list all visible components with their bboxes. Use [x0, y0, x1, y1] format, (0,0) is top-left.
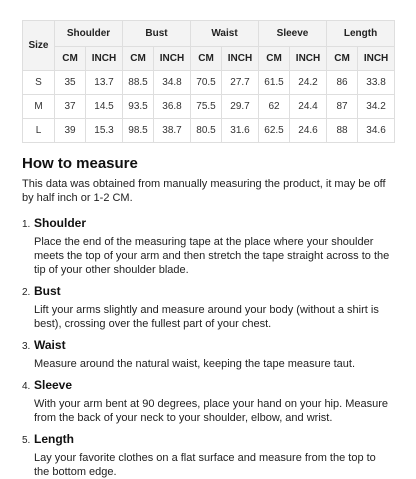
step-name: Waist — [34, 338, 66, 352]
size-column-header: Size — [23, 21, 55, 71]
table-cell: 37 — [55, 95, 86, 119]
step-number: 4. — [22, 381, 31, 392]
step-number: 3. — [22, 341, 31, 352]
table-cell: 93.5 — [123, 95, 154, 119]
table-row — [23, 119, 395, 143]
guide-title: How to measure — [22, 155, 138, 172]
step-heading — [22, 432, 394, 447]
step-description: Lay your favorite clothes on a flat surface and measure from the top to the bottom edge. — [34, 452, 376, 478]
table-cell: 88.5 — [123, 71, 154, 95]
unit-cm-header: CM — [123, 47, 154, 71]
unit-cm-header: CM — [327, 47, 358, 71]
step-description: Place the end of the measuring tape at the place where your shoulder meets the top of your arm and then stretch the tape straight across to the tip of your other shoulder blade. — [34, 236, 390, 276]
step-heading — [22, 284, 394, 299]
step-heading — [22, 216, 394, 231]
shoulder-header: Shoulder — [55, 21, 123, 47]
measure-steps — [22, 216, 394, 479]
unit-inch-header: INCH — [290, 47, 327, 71]
step-number: 2. — [22, 287, 31, 298]
step-description: With your arm bent at 90 degrees, place your hand on your hip. Measure from the back of your neck to your shoulder, elbow, and wrist. — [34, 398, 389, 424]
step-name: Shoulder — [34, 216, 87, 230]
table-cell: 34.6 — [358, 119, 395, 143]
table-cell: 35 — [55, 71, 86, 95]
table-cell: 87 — [327, 95, 358, 119]
step-description: Measure around the natural waist, keeping the tape measure taut. — [34, 358, 356, 370]
unit-inch-header: INCH — [222, 47, 259, 71]
table-cell: 13.7 — [86, 71, 123, 95]
table-cell: 34.8 — [154, 71, 191, 95]
table-cell: 39 — [55, 119, 86, 143]
bust-header: Bust — [123, 21, 191, 47]
size-label: L — [23, 119, 55, 143]
table-cell: 24.4 — [290, 95, 327, 119]
table-cell: 62 — [259, 95, 290, 119]
table-row — [23, 71, 395, 95]
length-header: Length — [327, 21, 395, 47]
step-name: Bust — [34, 284, 61, 298]
table-cell: 33.8 — [358, 71, 395, 95]
unit-inch-header: INCH — [358, 47, 395, 71]
table-cell: 86 — [327, 71, 358, 95]
waist-header: Waist — [191, 21, 259, 47]
table-cell: 61.5 — [259, 71, 290, 95]
unit-cm-header: CM — [259, 47, 290, 71]
table-cell: 27.7 — [222, 71, 259, 95]
step-name: Length — [34, 432, 74, 446]
list-item — [22, 378, 394, 425]
table-cell: 75.5 — [191, 95, 222, 119]
table-cell: 14.5 — [86, 95, 123, 119]
table-cell: 15.3 — [86, 119, 123, 143]
sleeve-header: Sleeve — [259, 21, 327, 47]
step-number: 5. — [22, 435, 31, 446]
table-row — [23, 95, 395, 119]
table-cell: 62.5 — [259, 119, 290, 143]
unit-cm-header: CM — [55, 47, 86, 71]
step-heading — [22, 338, 394, 353]
table-cell: 34.2 — [358, 95, 395, 119]
step-name: Sleeve — [34, 378, 73, 392]
list-item — [22, 432, 394, 479]
table-cell: 38.7 — [154, 119, 191, 143]
size-label: S — [23, 71, 55, 95]
list-item — [22, 216, 394, 277]
unit-inch-header: INCH — [86, 47, 123, 71]
step-description: Lift your arms slightly and measure around your body (without a shirt is best), crossing over the fullest part of your chest. — [34, 304, 379, 330]
table-cell: 80.5 — [191, 119, 222, 143]
list-item — [22, 284, 394, 331]
table-cell: 24.6 — [290, 119, 327, 143]
list-item — [22, 338, 394, 371]
table-cell: 36.8 — [154, 95, 191, 119]
step-number: 1. — [22, 219, 31, 230]
unit-cm-header: CM — [191, 47, 222, 71]
size-label: M — [23, 95, 55, 119]
table-cell: 98.5 — [123, 119, 154, 143]
measure-guide — [22, 154, 394, 479]
guide-intro: This data was obtained from manually measuring the product, it may be off by half inch or 1-2 CM. — [22, 178, 386, 204]
table-cell: 70.5 — [191, 71, 222, 95]
table-cell: 29.7 — [222, 95, 259, 119]
table-cell: 31.6 — [222, 119, 259, 143]
step-heading — [22, 378, 394, 393]
table-cell: 24.2 — [290, 71, 327, 95]
size-chart-table — [22, 20, 395, 143]
unit-inch-header: INCH — [154, 47, 191, 71]
table-cell: 88 — [327, 119, 358, 143]
